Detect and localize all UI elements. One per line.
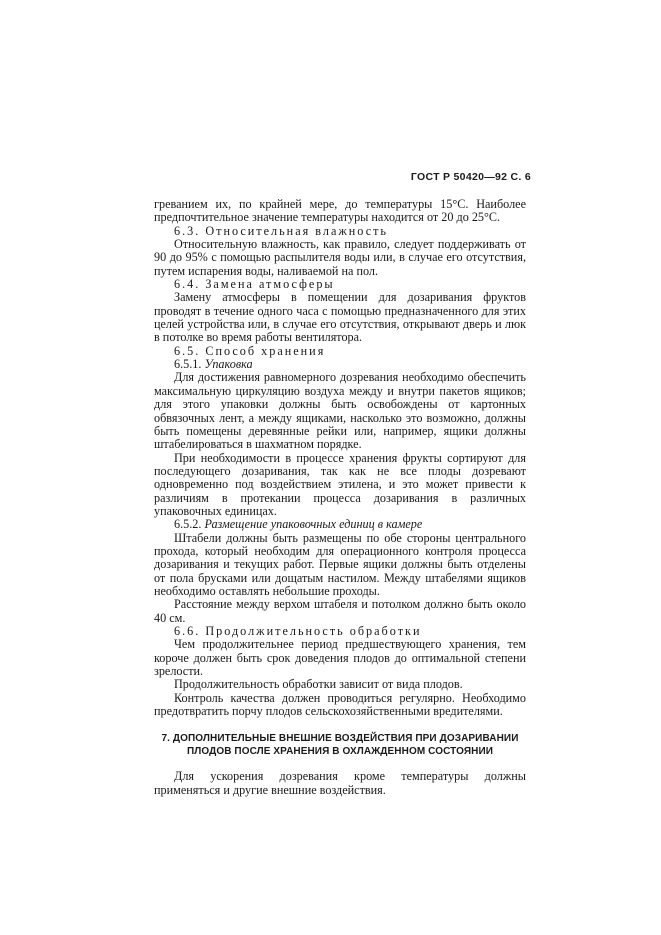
- section-6-5-2-number: 6.5.2.: [174, 517, 202, 532]
- section-6-5-1-title: Упаковка: [204, 357, 253, 372]
- section-7-title-line-1: 7. ДОПОЛНИТЕЛЬНЫЕ ВНЕШНИЕ ВОЗДЕЙСТВИЯ ПРИ ДОЗАРИВАНИИ: [161, 733, 519, 745]
- section-6-4-paragraph: Замену атмосферы в помещении для дозаривания фруктов проводят в течение одного часа с помощью предназначенного для этих целей устройства или, в случае его отсутствия, открывают дверь и люк в потолке во время работы вентилятора.: [154, 290, 526, 345]
- section-6-5-2-paragraph-1: Штабели должны быть размещены по обе стороны центрального прохода, который необходим для операционного контроля процесса дозаривания и текущих работ. Первые ящики должны быть отделены от пола брусками или дощатым настилом. Между штабелями ящиков необходимо оставлять небольшие проходы.: [154, 530, 526, 598]
- section-6-5-1-heading: [154, 358, 526, 371]
- section-6-4-heading: 6.4. Замена атмосферы: [174, 277, 335, 292]
- section-7-title: [154, 732, 526, 758]
- section-6-6-heading: 6.6. Продолжительность обработки: [174, 624, 422, 638]
- intro-paragraph: греванием их, по крайней мере, до температуры 15°С. Наиболее предпочтительное значение температуры находится от 20 до 25°С.: [154, 197, 526, 225]
- section-6-3-heading: 6.3. Относительная влажность: [174, 223, 388, 238]
- document-body: [154, 198, 526, 797]
- section-6-3-paragraph: Относительную влажность, как правило, следует поддерживать от 90 до 95% с помощью распылителя воды или, в случае его отсутствия, путем испарения воды, наливаемой на пол.: [154, 237, 526, 278]
- page-header: ГОСТ Р 50420—92 С. 6: [410, 171, 531, 183]
- section-7-paragraph: Для ускорения дозревания кроме температуры должны применяться и другие внешние воздействия.: [154, 769, 526, 797]
- section-6-5-1-paragraph-2: При необходимости в процессе хранения фрукты сортируют для последующего дозаривания, так как не все плоды дозревают одновременно под воздействием этилена, и это может привести к различиям в протекании процесса дозаривания в различных упаковочных единицах.: [154, 450, 526, 518]
- section-6-5-2-paragraph-2: Расстояние между верхом штабеля и потолком должно быть около 40 см.: [154, 597, 526, 625]
- section-6-6-paragraph-2: Продолжительность обработки зависит от вида плодов.: [174, 677, 463, 692]
- section-6-5-2-title: Размещение упаковочных единиц в камере: [204, 517, 423, 532]
- section-6-5-1-number: 6.5.1.: [174, 357, 202, 372]
- section-7-title-line-2: ПЛОДОВ ПОСЛЕ ХРАНЕНИЯ В ОХЛАЖДЕННОМ СОСТОЯНИИ: [186, 746, 494, 758]
- section-6-6-paragraph-3: Контроль качества должен проводиться регулярно. Необходимо предотвратить порчу плодов сельскохозяйственными вредителями.: [154, 690, 526, 719]
- section-6-6-paragraph-1: Чем продолжительнее период предшествующего хранения, тем короче должен быть срок доведения плодов до оптимальной степени зрелости.: [154, 637, 526, 679]
- section-6-5-2-heading: [154, 518, 526, 531]
- section-6-5-heading: 6.5. Способ хранения: [174, 343, 326, 358]
- section-6-5-1-paragraph-1: Для достижения равномерного дозревания необходимо обеспечить максимальную циркуляцию воздуха между и внутри пакетов ящиков; для этого упаковки должны быть освобождены от картонных обвязочных лент, а между ящиками, насколько это возможно, должны быть помещены деревянные рейки или, например, ящики должны штабелироваться в шахматном порядке.: [154, 370, 526, 452]
